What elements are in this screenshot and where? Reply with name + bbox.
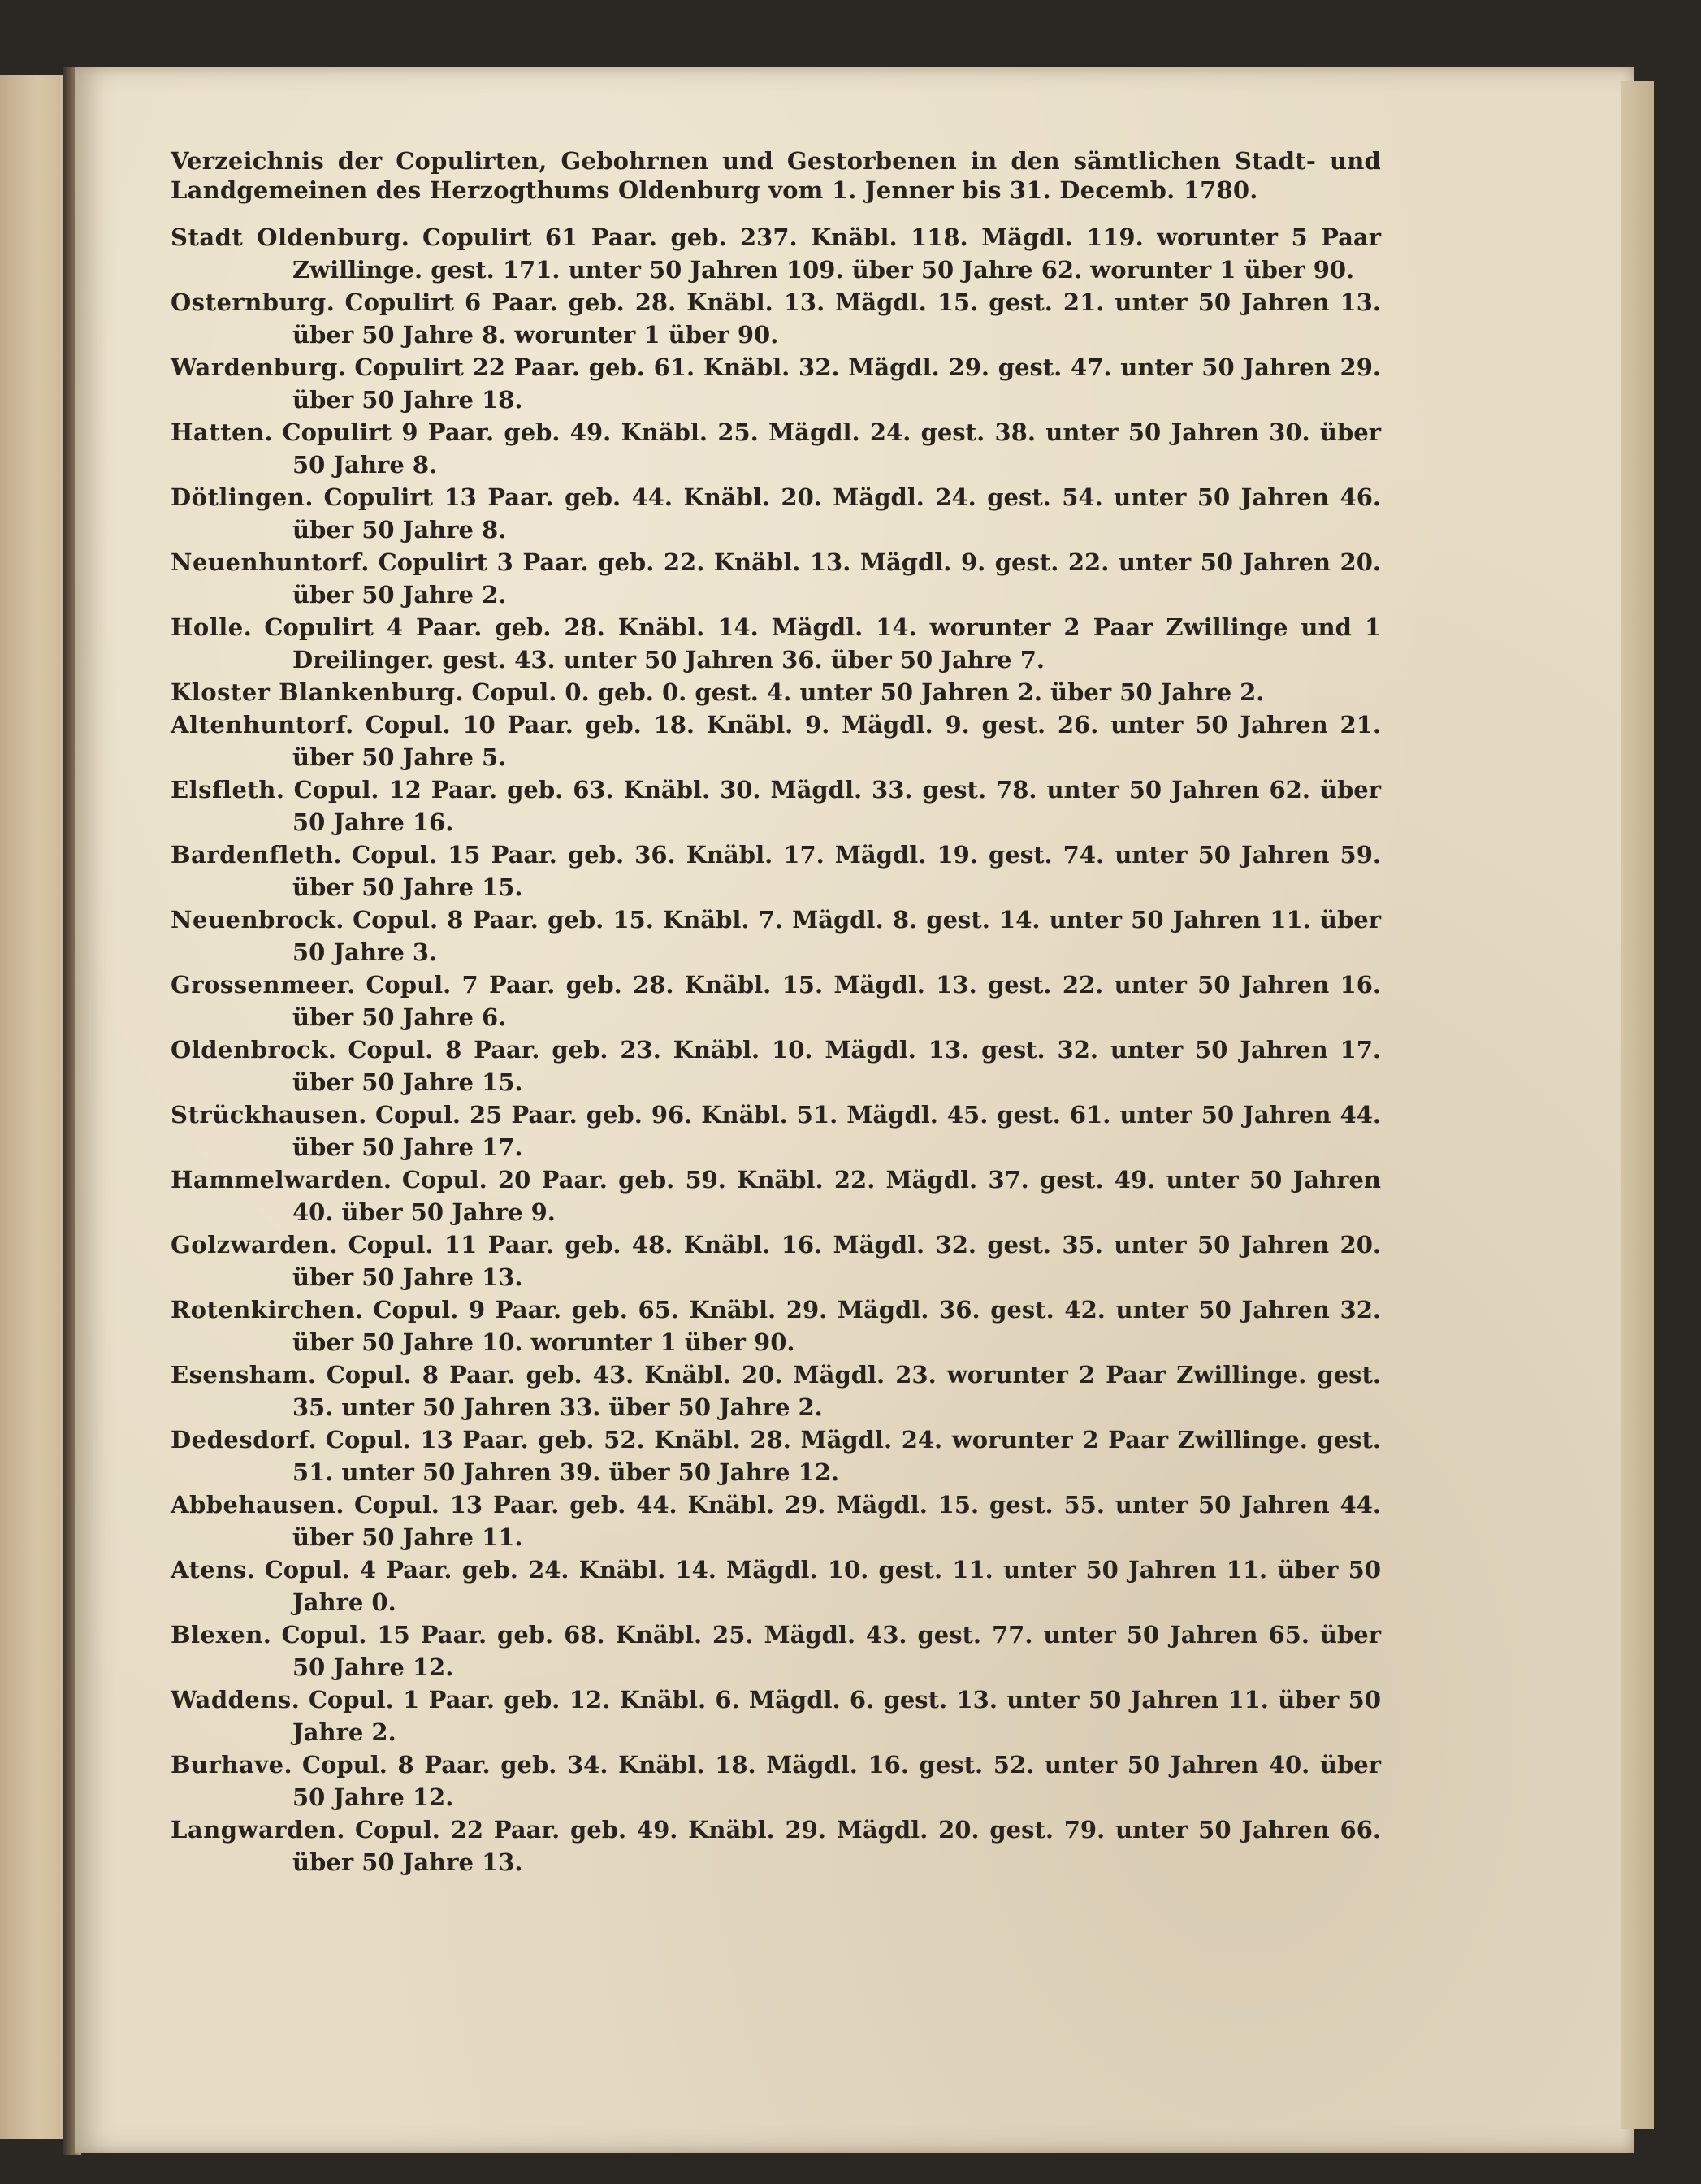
parish-statistics: Copul. 4 Paar. geb. 24. Knäbl. 14. Mägdl. 10. gest. 11. unter 50 Jahren 11. über 50 Jahre 0. xyxy=(264,1556,1382,1616)
parish-name: Strückhausen. xyxy=(171,1101,367,1129)
parish-statistics: Copul. 10 Paar. geb. 18. Knäbl. 9. Mägdl. 9. gest. 26. unter 50 Jahren 21. über 50 Jahre 5. xyxy=(292,711,1381,771)
parish-name: Bardenfleth. xyxy=(171,841,342,869)
parish-statistics: Copul. 9 Paar. geb. 65. Knäbl. 29. Mägdl. 36. gest. 42. unter 50 Jahren 32. über 50 Jahre 10. worunter 1 über 90. xyxy=(292,1296,1381,1356)
parish-statistics: Copul. 15 Paar. geb. 68. Knäbl. 25. Mägdl. 43. gest. 77. unter 50 Jahren 65. über 50 Jahre 12. xyxy=(281,1621,1381,1681)
parish-name: Elsfleth. xyxy=(171,776,285,804)
parish-statistics: Copulirt 4 Paar. geb. 28. Knäbl. 14. Mägdl. 14. worunter 2 Paar Zwillinge und 1 Dreilinger. gest. 43. unter 50 Jahren 36. über 50 Jahre 7. xyxy=(264,613,1381,674)
parish-entry xyxy=(171,1618,1381,1684)
parish-entry xyxy=(171,1814,1381,1878)
parish-statistics: Copulirt 9 Paar. geb. 49. Knäbl. 25. Mägdl. 24. gest. 38. unter 50 Jahren 30. über 50 Jahre 8. xyxy=(282,418,1382,479)
parish-statistics: Copul. 7 Paar. geb. 28. Knäbl. 15. Mägdl. 13. gest. 22. unter 50 Jahren 16. über 50 Jahre 6. xyxy=(292,971,1382,1031)
parish-entry xyxy=(171,838,1381,904)
parish-entry xyxy=(171,1554,1381,1618)
parish-entry xyxy=(171,676,1381,708)
parish-entry xyxy=(171,774,1381,838)
parish-entry xyxy=(171,1748,1381,1814)
parish-name: Osternburg. xyxy=(171,288,335,316)
parish-statistics: Copul. 13 Paar. geb. 52. Knäbl. 28. Mägdl. 24. worunter 2 Paar Zwillinge. gest. 51. unter 50 Jahren 39. über 50 Jahre 12. xyxy=(292,1426,1382,1486)
parish-entry xyxy=(171,1098,1381,1164)
parish-entry xyxy=(171,1684,1381,1748)
parish-name: Oldenbrock. xyxy=(171,1036,337,1064)
parish-name: Hammelwarden. xyxy=(171,1166,392,1194)
parish-name: Dedesdorf. xyxy=(171,1426,318,1454)
previous-page-edge xyxy=(0,75,70,2138)
parish-name: Burhave. xyxy=(171,1751,293,1779)
parish-statistics: Copulirt 22 Paar. geb. 61. Knäbl. 32. Mägdl. 29. gest. 47. unter 50 Jahren 29. über 50 Jahre 18. xyxy=(292,353,1381,414)
parish-name: Abbehausen. xyxy=(171,1491,344,1519)
parish-entry xyxy=(171,1294,1381,1358)
parish-entry xyxy=(171,1164,1381,1228)
page-text xyxy=(171,146,1381,1878)
parish-name: Golzwarden. xyxy=(171,1231,339,1259)
parish-statistics: Copulirt 13 Paar. geb. 44. Knäbl. 20. Mägdl. 24. gest. 54. unter 50 Jahren 46. über 50 Jahre 8. xyxy=(292,483,1381,544)
parish-entry xyxy=(171,1034,1381,1098)
parish-name: Dötlingen. xyxy=(171,483,314,511)
parish-statistics: Copul. 22 Paar. geb. 49. Knäbl. 29. Mägdl. 20. gest. 79. unter 50 Jahren 66. über 50 Jahre 13. xyxy=(292,1816,1381,1876)
parish-name: Hatten. xyxy=(171,418,274,446)
parish-entry xyxy=(171,1228,1381,1294)
parish-statistics: Copul. 8 Paar. geb. 15. Knäbl. 7. Mägdl. 8. gest. 14. unter 50 Jahren 11. über 50 Jahre 3. xyxy=(292,906,1382,966)
parish-statistics: Copul. 8 Paar. geb. 43. Knäbl. 20. Mägdl. 23. worunter 2 Paar Zwillinge. gest. 35. unter 50 Jahren 33. über 50 Jahre 2. xyxy=(292,1361,1381,1421)
parish-statistics: Copul. 1 Paar. geb. 12. Knäbl. 6. Mägdl. 6. gest. 13. unter 50 Jahren 11. über 50 Jahre 2. xyxy=(292,1686,1382,1746)
parish-statistics: Copul. 12 Paar. geb. 63. Knäbl. 30. Mägdl. 33. gest. 78. unter 50 Jahren 62. über 50 Jahre 16. xyxy=(292,776,1381,836)
parish-name: Holle. xyxy=(171,613,253,641)
parish-entry xyxy=(171,708,1381,774)
parish-entries xyxy=(171,221,1381,1878)
parish-statistics: Copulirt 6 Paar. geb. 28. Knäbl. 13. Mägdl. 15. gest. 21. unter 50 Jahren 13. über 50 Jahre 8. worunter 1 über 90. xyxy=(292,288,1382,349)
parish-statistics: Copul. 25 Paar. geb. 96. Knäbl. 51. Mägdl. 45. gest. 61. unter 50 Jahren 44. über 50 Jahre 17. xyxy=(292,1101,1381,1161)
parish-entry xyxy=(171,1358,1381,1424)
parish-name: Kloster Blankenburg. xyxy=(171,678,465,706)
parish-entry xyxy=(171,416,1381,481)
parish-statistics: Copul. 11 Paar. geb. 48. Knäbl. 16. Mägdl. 32. gest. 35. unter 50 Jahren 20. über 50 Jahre 13. xyxy=(292,1231,1381,1291)
parish-statistics: Copul. 0. geb. 0. gest. 4. unter 50 Jahren 2. über 50 Jahre 2. xyxy=(471,678,1265,706)
parish-statistics: Copul. 15 Paar. geb. 36. Knäbl. 17. Mägdl. 19. gest. 74. unter 50 Jahren 59. über 50 Jahre 15. xyxy=(292,841,1381,901)
parish-entry xyxy=(171,904,1381,968)
parish-entry xyxy=(171,286,1381,351)
parish-statistics: Copulirt 3 Paar. geb. 22. Knäbl. 13. Mägdl. 9. gest. 22. unter 50 Jahren 20. über 50 Jahre 2. xyxy=(292,548,1381,609)
parish-statistics: Copul. 20 Paar. geb. 59. Knäbl. 22. Mägdl. 37. gest. 49. unter 50 Jahren 40. über 50 Jahre 9. xyxy=(292,1166,1381,1226)
parish-entry xyxy=(171,1488,1381,1554)
parish-name: Waddens. xyxy=(171,1686,301,1714)
parish-entry xyxy=(171,968,1381,1034)
parish-name: Neuenbrock. xyxy=(171,906,344,934)
parish-name: Blexen. xyxy=(171,1621,272,1649)
parish-statistics: Copulirt 61 Paar. geb. 237. Knäbl. 118. Mägdl. 119. worunter 5 Paar Zwillinge. gest. 171. unter 50 Jahren 109. über 50 Jahre 62. worunter 1 über 90. xyxy=(292,223,1381,284)
parish-name: Wardenburg. xyxy=(171,353,347,381)
parish-entry xyxy=(171,481,1381,546)
parish-entry xyxy=(171,611,1381,676)
parish-name: Langwarden. xyxy=(171,1816,345,1844)
parish-name: Altenhuntorf. xyxy=(171,711,354,739)
parish-name: Atens. xyxy=(171,1556,256,1584)
parish-name: Rotenkirchen. xyxy=(171,1296,364,1324)
parish-name: Stadt Oldenburg. xyxy=(171,223,410,251)
parish-name: Esensham. xyxy=(171,1361,317,1389)
page-header: Verzeichnis der Copulirten, Gebohrnen und Gestorbenen in den sämtlichen Stadt- und Landgemeinen des Herzogthums Oldenburg vom 1. Jenner bis 31. Decemb. 1780. xyxy=(171,147,1381,204)
parish-statistics: Copul. 13 Paar. geb. 44. Knäbl. 29. Mägdl. 15. gest. 55. unter 50 Jahren 44. über 50 Jahre 11. xyxy=(292,1491,1381,1551)
page-stack-edge xyxy=(1621,81,1654,2129)
parish-entry xyxy=(171,1424,1381,1488)
parish-entry xyxy=(171,546,1381,611)
parish-entry xyxy=(171,351,1381,416)
parish-name: Grossenmeer. xyxy=(171,971,356,999)
parish-statistics: Copul. 8 Paar. geb. 23. Knäbl. 10. Mägdl. 13. gest. 32. unter 50 Jahren 17. über 50 Jahre 15. xyxy=(292,1036,1381,1096)
parish-entry xyxy=(171,221,1381,286)
parish-name: Neuenhuntorf. xyxy=(171,548,370,576)
parish-statistics: Copul. 8 Paar. geb. 34. Knäbl. 18. Mägdl. 16. gest. 52. unter 50 Jahren 40. über 50 Jahre 12. xyxy=(292,1751,1381,1811)
